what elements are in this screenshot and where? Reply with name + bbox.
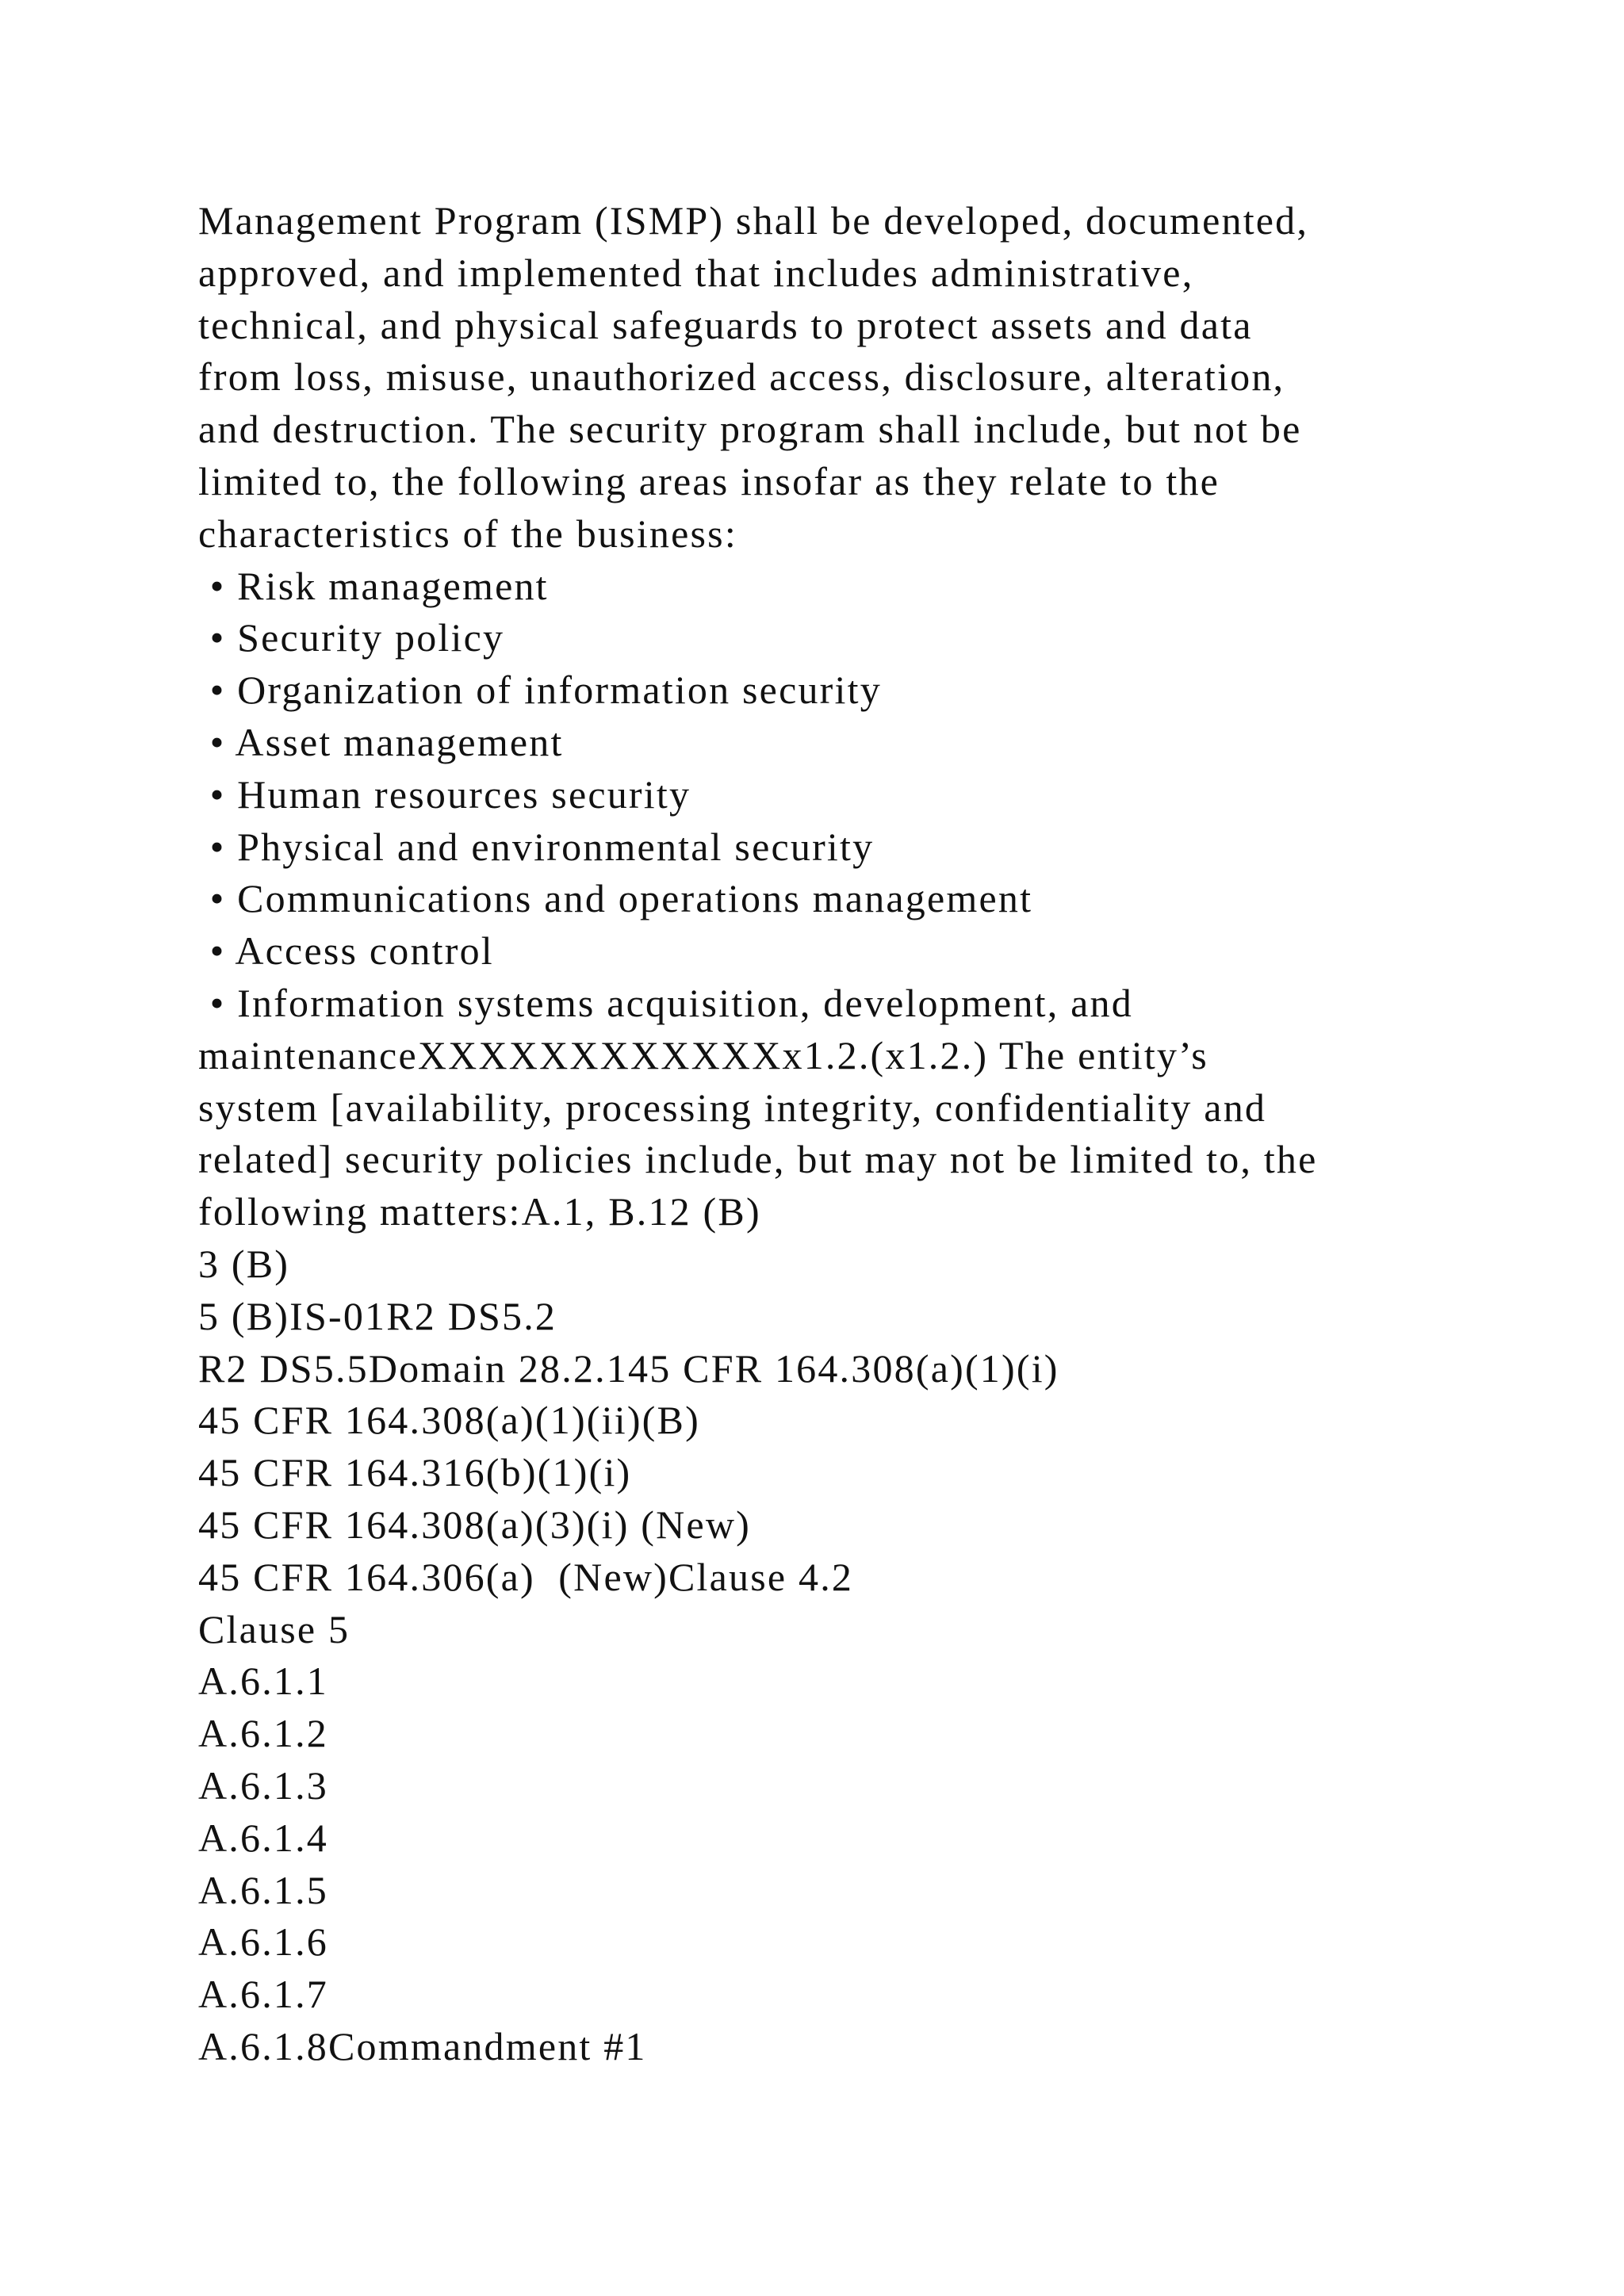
bullet-item: • Information systems acquisition, development, and	[198, 980, 1133, 1025]
bullet-item: • Security policy	[198, 615, 505, 660]
bullet-item: • Human resources security	[198, 771, 691, 817]
text-line: related] security policies include, but may not be limited to, the	[198, 1137, 1318, 1182]
document-body	[198, 195, 1467, 2073]
text-line: approved, and implemented that includes administrative,	[198, 250, 1194, 295]
text-line: A.6.1.5	[198, 1867, 329, 1912]
text-line: 5 (B)IS-01R2 DS5.2	[198, 1293, 557, 1338]
text-line: R2 DS5.5Domain 28.2.145 CFR 164.308(a)(1)(i)	[198, 1345, 1059, 1391]
bullet-item: • Risk management	[198, 563, 549, 608]
text-line: 3 (B)	[198, 1241, 290, 1286]
bullet-item: • Physical and environmental security	[198, 824, 875, 869]
text-line: 45 CFR 164.308(a)(3)(i) (New)	[198, 1502, 752, 1547]
bullet-item: • Organization of information security	[198, 668, 882, 713]
text-line: characteristics of the business:	[198, 511, 737, 556]
text-line: following matters:A.1, B.12 (B)	[198, 1189, 761, 1234]
text-line: technical, and physical safeguards to protect assets and data	[198, 302, 1253, 347]
text-line: system [availability, processing integrity, confidentiality and	[198, 1085, 1267, 1130]
text-line: A.6.1.7	[198, 1972, 329, 2017]
text-line: A.6.1.8Commandment #1	[198, 2023, 647, 2068]
text-line: 45 CFR 164.316(b)(1)(i)	[198, 1450, 632, 1495]
bullet-item: • Access control	[198, 928, 494, 974]
text-line: limited to, the following areas insofar as they relate to the	[198, 458, 1220, 503]
text-line: A.6.1.6	[198, 1919, 329, 1965]
text-line: A.6.1.2	[198, 1711, 329, 1756]
text-line: maintenanceXXXXXXXXXXXXx1.2.(x1.2.) The entity’s	[198, 1032, 1208, 1077]
text-line: A.6.1.3	[198, 1762, 329, 1808]
text-line: Management Program (ISMP) shall be developed, documented,	[198, 198, 1309, 243]
bullet-item: • Communications and operations management	[198, 876, 1033, 921]
bullet-item: • Asset management	[198, 719, 564, 764]
text-line: Clause 5	[198, 1606, 350, 1651]
text-line: 45 CFR 164.308(a)(1)(ii)(B)	[198, 1398, 700, 1443]
text-line: A.6.1.4	[198, 1815, 329, 1860]
text-line: 45 CFR 164.306(a) (New)Clause 4.2	[198, 1554, 854, 1599]
text-line: and destruction. The security program shall include, but not be	[198, 407, 1302, 452]
text-line: from loss, misuse, unauthorized access, disclosure, alteration,	[198, 354, 1285, 400]
text-line: A.6.1.1	[198, 1659, 329, 1704]
